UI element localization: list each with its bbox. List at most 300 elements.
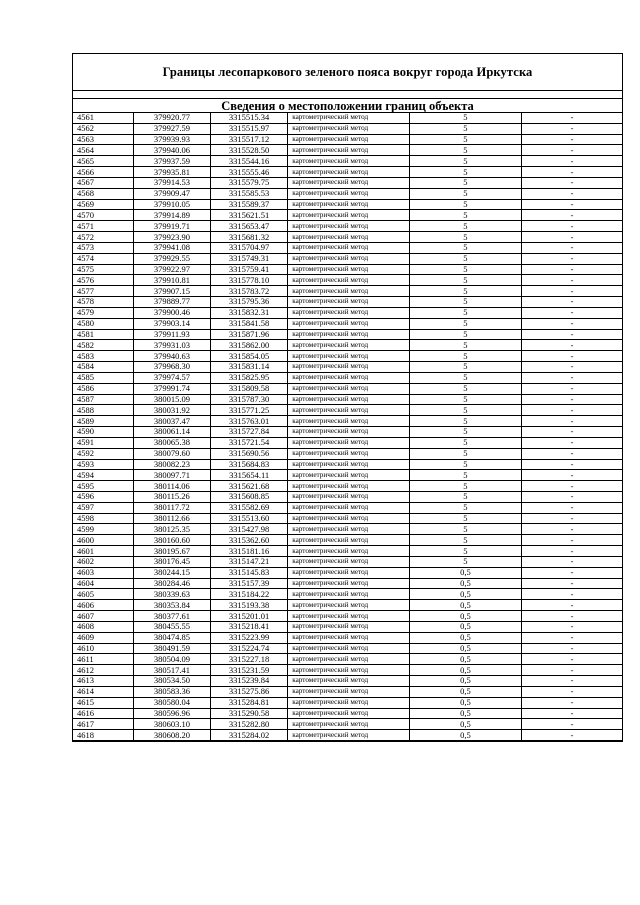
table-row bbox=[73, 546, 622, 557]
table-row bbox=[73, 307, 622, 318]
table-row bbox=[73, 676, 622, 687]
document-frame bbox=[72, 53, 623, 742]
description-cell: - bbox=[521, 567, 622, 578]
table-row bbox=[73, 221, 622, 232]
y-coordinate-cell: 3315778.10 bbox=[211, 275, 288, 286]
method-cell: картометрический метод bbox=[288, 221, 410, 232]
description-cell: - bbox=[521, 286, 622, 297]
table-row bbox=[73, 156, 622, 167]
method-cell: картометрический метод bbox=[288, 632, 410, 643]
accuracy-cell: 0,5 bbox=[409, 730, 521, 741]
description-cell: - bbox=[521, 210, 622, 221]
description-cell: - bbox=[521, 546, 622, 557]
method-cell: картометрический метод bbox=[288, 665, 410, 676]
x-coordinate-cell: 379911.93 bbox=[133, 329, 210, 340]
y-coordinate-cell: 3315831.14 bbox=[211, 362, 288, 373]
point-number-cell: 4572 bbox=[73, 232, 133, 243]
point-number-cell: 4594 bbox=[73, 470, 133, 481]
table-row bbox=[73, 697, 622, 708]
description-cell: - bbox=[521, 156, 622, 167]
x-coordinate-cell: 380603.10 bbox=[133, 719, 210, 730]
description-cell: - bbox=[521, 253, 622, 264]
y-coordinate-cell: 3315201.01 bbox=[211, 611, 288, 622]
accuracy-cell: 5 bbox=[409, 297, 521, 308]
table-row bbox=[73, 600, 622, 611]
table-row bbox=[73, 264, 622, 275]
x-coordinate-cell: 380117.72 bbox=[133, 502, 210, 513]
description-cell: - bbox=[521, 383, 622, 394]
y-coordinate-cell: 3315589.37 bbox=[211, 199, 288, 210]
description-cell: - bbox=[521, 611, 622, 622]
accuracy-cell: 0,5 bbox=[409, 643, 521, 654]
point-number-cell: 4567 bbox=[73, 177, 133, 188]
description-cell: - bbox=[521, 188, 622, 199]
method-cell: картометрический метод bbox=[288, 611, 410, 622]
accuracy-cell: 5 bbox=[409, 340, 521, 351]
description-cell: - bbox=[521, 643, 622, 654]
accuracy-cell: 5 bbox=[409, 351, 521, 362]
x-coordinate-cell: 380160.60 bbox=[133, 535, 210, 546]
x-coordinate-cell: 380114.06 bbox=[133, 481, 210, 492]
y-coordinate-cell: 3315704.97 bbox=[211, 242, 288, 253]
y-coordinate-cell: 3315749.31 bbox=[211, 253, 288, 264]
description-cell: - bbox=[521, 167, 622, 178]
accuracy-cell: 5 bbox=[409, 470, 521, 481]
x-coordinate-cell: 379935.81 bbox=[133, 167, 210, 178]
accuracy-cell: 5 bbox=[409, 210, 521, 221]
method-cell: картометрический метод bbox=[288, 546, 410, 557]
x-coordinate-cell: 380517.41 bbox=[133, 665, 210, 676]
y-coordinate-cell: 3315825.95 bbox=[211, 372, 288, 383]
description-cell: - bbox=[521, 221, 622, 232]
table-row bbox=[73, 416, 622, 427]
point-number-cell: 4596 bbox=[73, 491, 133, 502]
y-coordinate-cell: 3315854.05 bbox=[211, 351, 288, 362]
description-cell: - bbox=[521, 145, 622, 156]
description-cell: - bbox=[521, 470, 622, 481]
point-number-cell: 4588 bbox=[73, 405, 133, 416]
method-cell: картометрический метод bbox=[288, 156, 410, 167]
method-cell: картометрический метод bbox=[288, 232, 410, 243]
method-cell: картометрический метод bbox=[288, 145, 410, 156]
accuracy-cell: 5 bbox=[409, 502, 521, 513]
y-coordinate-cell: 3315783.72 bbox=[211, 286, 288, 297]
accuracy-cell: 5 bbox=[409, 535, 521, 546]
point-number-cell: 4563 bbox=[73, 134, 133, 145]
x-coordinate-cell: 380608.20 bbox=[133, 730, 210, 741]
x-coordinate-cell: 380065.38 bbox=[133, 437, 210, 448]
method-cell: картометрический метод bbox=[288, 654, 410, 665]
point-number-cell: 4561 bbox=[73, 113, 133, 123]
method-cell: картометрический метод bbox=[288, 199, 410, 210]
description-cell: - bbox=[521, 427, 622, 438]
description-cell: - bbox=[521, 405, 622, 416]
accuracy-cell: 5 bbox=[409, 394, 521, 405]
method-cell: картометрический метод bbox=[288, 427, 410, 438]
accuracy-cell: 5 bbox=[409, 329, 521, 340]
description-cell: - bbox=[521, 416, 622, 427]
method-cell: картометрический метод bbox=[288, 297, 410, 308]
method-cell: картометрический метод bbox=[288, 253, 410, 264]
point-number-cell: 4593 bbox=[73, 459, 133, 470]
description-cell: - bbox=[521, 242, 622, 253]
point-number-cell: 4578 bbox=[73, 297, 133, 308]
x-coordinate-cell: 380061.14 bbox=[133, 427, 210, 438]
accuracy-cell: 5 bbox=[409, 459, 521, 470]
table-row bbox=[73, 394, 622, 405]
y-coordinate-cell: 3315862.00 bbox=[211, 340, 288, 351]
table-row bbox=[73, 535, 622, 546]
point-number-cell: 4604 bbox=[73, 578, 133, 589]
description-cell: - bbox=[521, 275, 622, 286]
accuracy-cell: 0,5 bbox=[409, 654, 521, 665]
x-coordinate-cell: 379907.15 bbox=[133, 286, 210, 297]
x-coordinate-cell: 379923.90 bbox=[133, 232, 210, 243]
y-coordinate-cell: 3315181.16 bbox=[211, 546, 288, 557]
table-row bbox=[73, 242, 622, 253]
description-cell: - bbox=[521, 351, 622, 362]
point-number-cell: 4611 bbox=[73, 654, 133, 665]
point-number-cell: 4600 bbox=[73, 535, 133, 546]
point-number-cell: 4569 bbox=[73, 199, 133, 210]
y-coordinate-cell: 3315832.31 bbox=[211, 307, 288, 318]
method-cell: картометрический метод bbox=[288, 383, 410, 394]
method-cell: картометрический метод bbox=[288, 210, 410, 221]
x-coordinate-cell: 379889.77 bbox=[133, 297, 210, 308]
x-coordinate-cell: 379903.14 bbox=[133, 318, 210, 329]
y-coordinate-cell: 3315871.96 bbox=[211, 329, 288, 340]
table-row bbox=[73, 502, 622, 513]
y-coordinate-cell: 3315193.38 bbox=[211, 600, 288, 611]
x-coordinate-cell: 379900.46 bbox=[133, 307, 210, 318]
description-cell: - bbox=[521, 264, 622, 275]
table-row bbox=[73, 167, 622, 178]
point-number-cell: 4595 bbox=[73, 481, 133, 492]
accuracy-cell: 0,5 bbox=[409, 578, 521, 589]
description-cell: - bbox=[521, 394, 622, 405]
x-coordinate-cell: 380097.71 bbox=[133, 470, 210, 481]
point-number-cell: 4606 bbox=[73, 600, 133, 611]
description-cell: - bbox=[521, 502, 622, 513]
y-coordinate-cell: 3315184.22 bbox=[211, 589, 288, 600]
point-number-cell: 4597 bbox=[73, 502, 133, 513]
method-cell: картометрический метод bbox=[288, 730, 410, 741]
method-cell: картометрический метод bbox=[288, 708, 410, 719]
y-coordinate-cell: 3315582.69 bbox=[211, 502, 288, 513]
method-cell: картометрический метод bbox=[288, 697, 410, 708]
description-cell: - bbox=[521, 708, 622, 719]
x-coordinate-cell: 379914.53 bbox=[133, 177, 210, 188]
point-number-cell: 4613 bbox=[73, 676, 133, 687]
x-coordinate-cell: 380079.60 bbox=[133, 448, 210, 459]
method-cell: картометрический метод bbox=[288, 578, 410, 589]
y-coordinate-cell: 3315787.30 bbox=[211, 394, 288, 405]
accuracy-cell: 5 bbox=[409, 275, 521, 286]
point-number-cell: 4582 bbox=[73, 340, 133, 351]
y-coordinate-cell: 3315362.60 bbox=[211, 535, 288, 546]
description-cell: - bbox=[521, 730, 622, 741]
accuracy-cell: 5 bbox=[409, 362, 521, 373]
method-cell: картометрический метод bbox=[288, 470, 410, 481]
method-cell: картометрический метод bbox=[288, 481, 410, 492]
y-coordinate-cell: 3315218.41 bbox=[211, 621, 288, 632]
x-coordinate-cell: 380115.26 bbox=[133, 491, 210, 502]
accuracy-cell: 5 bbox=[409, 221, 521, 232]
accuracy-cell: 5 bbox=[409, 405, 521, 416]
accuracy-cell: 0,5 bbox=[409, 665, 521, 676]
accuracy-cell: 5 bbox=[409, 199, 521, 210]
accuracy-cell: 5 bbox=[409, 242, 521, 253]
point-number-cell: 4586 bbox=[73, 383, 133, 394]
description-cell: - bbox=[521, 621, 622, 632]
method-cell: картометрический метод bbox=[288, 286, 410, 297]
accuracy-cell: 0,5 bbox=[409, 632, 521, 643]
x-coordinate-cell: 380015.09 bbox=[133, 394, 210, 405]
method-cell: картометрический метод bbox=[288, 643, 410, 654]
accuracy-cell: 0,5 bbox=[409, 589, 521, 600]
x-coordinate-cell: 380596.96 bbox=[133, 708, 210, 719]
description-cell: - bbox=[521, 134, 622, 145]
point-number-cell: 4610 bbox=[73, 643, 133, 654]
description-cell: - bbox=[521, 491, 622, 502]
x-coordinate-cell: 380125.35 bbox=[133, 524, 210, 535]
table-row bbox=[73, 232, 622, 243]
point-number-cell: 4609 bbox=[73, 632, 133, 643]
point-number-cell: 4607 bbox=[73, 611, 133, 622]
table-row bbox=[73, 556, 622, 567]
point-number-cell: 4616 bbox=[73, 708, 133, 719]
x-coordinate-cell: 379937.59 bbox=[133, 156, 210, 167]
method-cell: картометрический метод bbox=[288, 123, 410, 134]
accuracy-cell: 5 bbox=[409, 427, 521, 438]
point-number-cell: 4592 bbox=[73, 448, 133, 459]
y-coordinate-cell: 3315528.50 bbox=[211, 145, 288, 156]
table-row bbox=[73, 113, 622, 123]
y-coordinate-cell: 3315515.97 bbox=[211, 123, 288, 134]
point-number-cell: 4575 bbox=[73, 264, 133, 275]
point-number-cell: 4598 bbox=[73, 513, 133, 524]
point-number-cell: 4564 bbox=[73, 145, 133, 156]
x-coordinate-cell: 379940.06 bbox=[133, 145, 210, 156]
section-heading: Сведения о местоположении границ объекта bbox=[73, 99, 622, 113]
table-row bbox=[73, 578, 622, 589]
y-coordinate-cell: 3315681.32 bbox=[211, 232, 288, 243]
method-cell: картометрический метод bbox=[288, 600, 410, 611]
x-coordinate-cell: 380284.46 bbox=[133, 578, 210, 589]
y-coordinate-cell: 3315608.85 bbox=[211, 491, 288, 502]
y-coordinate-cell: 3315795.36 bbox=[211, 297, 288, 308]
y-coordinate-cell: 3315654.11 bbox=[211, 470, 288, 481]
description-cell: - bbox=[521, 697, 622, 708]
accuracy-cell: 5 bbox=[409, 491, 521, 502]
description-cell: - bbox=[521, 113, 622, 123]
method-cell: картометрический метод bbox=[288, 134, 410, 145]
accuracy-cell: 5 bbox=[409, 416, 521, 427]
accuracy-cell: 5 bbox=[409, 372, 521, 383]
table-row bbox=[73, 372, 622, 383]
x-coordinate-cell: 379974.57 bbox=[133, 372, 210, 383]
accuracy-cell: 0,5 bbox=[409, 611, 521, 622]
point-number-cell: 4568 bbox=[73, 188, 133, 199]
x-coordinate-cell: 380176.45 bbox=[133, 556, 210, 567]
accuracy-cell: 5 bbox=[409, 156, 521, 167]
method-cell: картометрический метод bbox=[288, 264, 410, 275]
method-cell: картометрический метод bbox=[288, 113, 410, 123]
y-coordinate-cell: 3315157.39 bbox=[211, 578, 288, 589]
x-coordinate-cell: 379909.47 bbox=[133, 188, 210, 199]
y-coordinate-cell: 3315759.41 bbox=[211, 264, 288, 275]
table-row bbox=[73, 589, 622, 600]
table-row bbox=[73, 643, 622, 654]
x-coordinate-cell: 380377.61 bbox=[133, 611, 210, 622]
point-number-cell: 4599 bbox=[73, 524, 133, 535]
description-cell: - bbox=[521, 686, 622, 697]
y-coordinate-cell: 3315621.51 bbox=[211, 210, 288, 221]
method-cell: картометрический метод bbox=[288, 307, 410, 318]
x-coordinate-cell: 379919.71 bbox=[133, 221, 210, 232]
x-coordinate-cell: 380244.15 bbox=[133, 567, 210, 578]
method-cell: картометрический метод bbox=[288, 686, 410, 697]
table-row bbox=[73, 362, 622, 373]
table-row bbox=[73, 427, 622, 438]
accuracy-cell: 0,5 bbox=[409, 567, 521, 578]
y-coordinate-cell: 3315579.75 bbox=[211, 177, 288, 188]
description-cell: - bbox=[521, 578, 622, 589]
table-row bbox=[73, 297, 622, 308]
y-coordinate-cell: 3315653.47 bbox=[211, 221, 288, 232]
table-row bbox=[73, 199, 622, 210]
point-number-cell: 4574 bbox=[73, 253, 133, 264]
method-cell: картометрический метод bbox=[288, 351, 410, 362]
accuracy-cell: 5 bbox=[409, 481, 521, 492]
accuracy-cell: 5 bbox=[409, 123, 521, 134]
y-coordinate-cell: 3315684.83 bbox=[211, 459, 288, 470]
accuracy-cell: 5 bbox=[409, 383, 521, 394]
y-coordinate-cell: 3315427.98 bbox=[211, 524, 288, 535]
description-cell: - bbox=[521, 665, 622, 676]
accuracy-cell: 0,5 bbox=[409, 600, 521, 611]
table-row bbox=[73, 481, 622, 492]
x-coordinate-cell: 379914.89 bbox=[133, 210, 210, 221]
y-coordinate-cell: 3315513.60 bbox=[211, 513, 288, 524]
x-coordinate-cell: 380082.23 bbox=[133, 459, 210, 470]
table-row bbox=[73, 275, 622, 286]
point-number-cell: 4602 bbox=[73, 556, 133, 567]
table-row bbox=[73, 719, 622, 730]
point-number-cell: 4601 bbox=[73, 546, 133, 557]
point-number-cell: 4590 bbox=[73, 427, 133, 438]
point-number-cell: 4589 bbox=[73, 416, 133, 427]
method-cell: картометрический метод bbox=[288, 448, 410, 459]
method-cell: картометрический метод bbox=[288, 567, 410, 578]
method-cell: картометрический метод bbox=[288, 556, 410, 567]
y-coordinate-cell: 3315275.86 bbox=[211, 686, 288, 697]
method-cell: картометрический метод bbox=[288, 188, 410, 199]
method-cell: картометрический метод bbox=[288, 513, 410, 524]
point-number-cell: 4591 bbox=[73, 437, 133, 448]
y-coordinate-cell: 3315517.12 bbox=[211, 134, 288, 145]
table-row bbox=[73, 123, 622, 134]
spacer-row bbox=[73, 91, 622, 99]
description-cell: - bbox=[521, 199, 622, 210]
description-cell: - bbox=[521, 481, 622, 492]
method-cell: картометрический метод bbox=[288, 719, 410, 730]
point-number-cell: 4617 bbox=[73, 719, 133, 730]
method-cell: картометрический метод bbox=[288, 329, 410, 340]
method-cell: картометрический метод bbox=[288, 362, 410, 373]
method-cell: картометрический метод bbox=[288, 177, 410, 188]
description-cell: - bbox=[521, 535, 622, 546]
x-coordinate-cell: 379931.03 bbox=[133, 340, 210, 351]
point-number-cell: 4577 bbox=[73, 286, 133, 297]
method-cell: картометрический метод bbox=[288, 524, 410, 535]
accuracy-cell: 5 bbox=[409, 286, 521, 297]
table-row bbox=[73, 730, 622, 741]
x-coordinate-cell: 380474.85 bbox=[133, 632, 210, 643]
table-row bbox=[73, 188, 622, 199]
description-cell: - bbox=[521, 340, 622, 351]
x-coordinate-cell: 379939.93 bbox=[133, 134, 210, 145]
x-coordinate-cell: 379927.59 bbox=[133, 123, 210, 134]
accuracy-cell: 0,5 bbox=[409, 621, 521, 632]
x-coordinate-cell: 380583.36 bbox=[133, 686, 210, 697]
method-cell: картометрический метод bbox=[288, 589, 410, 600]
y-coordinate-cell: 3315841.58 bbox=[211, 318, 288, 329]
x-coordinate-cell: 380534.50 bbox=[133, 676, 210, 687]
point-number-cell: 4580 bbox=[73, 318, 133, 329]
description-cell: - bbox=[521, 307, 622, 318]
method-cell: картометрический метод bbox=[288, 405, 410, 416]
method-cell: картометрический метод bbox=[288, 318, 410, 329]
point-number-cell: 4585 bbox=[73, 372, 133, 383]
point-number-cell: 4573 bbox=[73, 242, 133, 253]
description-cell: - bbox=[521, 459, 622, 470]
method-cell: картометрический метод bbox=[288, 437, 410, 448]
accuracy-cell: 5 bbox=[409, 232, 521, 243]
point-number-cell: 4576 bbox=[73, 275, 133, 286]
point-number-cell: 4614 bbox=[73, 686, 133, 697]
table-row bbox=[73, 351, 622, 362]
coordinates-table bbox=[73, 113, 622, 741]
x-coordinate-cell: 379940.63 bbox=[133, 351, 210, 362]
x-coordinate-cell: 379922.97 bbox=[133, 264, 210, 275]
description-cell: - bbox=[521, 556, 622, 567]
y-coordinate-cell: 3315224.74 bbox=[211, 643, 288, 654]
y-coordinate-cell: 3315763.01 bbox=[211, 416, 288, 427]
method-cell: картометрический метод bbox=[288, 535, 410, 546]
description-cell: - bbox=[521, 329, 622, 340]
y-coordinate-cell: 3315721.54 bbox=[211, 437, 288, 448]
point-number-cell: 4570 bbox=[73, 210, 133, 221]
accuracy-cell: 5 bbox=[409, 546, 521, 557]
document-title: Границы лесопаркового зеленого пояса вокруг города Иркутска bbox=[73, 54, 622, 91]
method-cell: картометрический метод bbox=[288, 340, 410, 351]
point-number-cell: 4583 bbox=[73, 351, 133, 362]
method-cell: картометрический метод bbox=[288, 621, 410, 632]
point-number-cell: 4618 bbox=[73, 730, 133, 741]
point-number-cell: 4603 bbox=[73, 567, 133, 578]
x-coordinate-cell: 379920.77 bbox=[133, 113, 210, 123]
table-row bbox=[73, 437, 622, 448]
accuracy-cell: 5 bbox=[409, 145, 521, 156]
method-cell: картометрический метод bbox=[288, 491, 410, 502]
point-number-cell: 4565 bbox=[73, 156, 133, 167]
table-row bbox=[73, 286, 622, 297]
y-coordinate-cell: 3315555.46 bbox=[211, 167, 288, 178]
accuracy-cell: 5 bbox=[409, 167, 521, 178]
y-coordinate-cell: 3315282.80 bbox=[211, 719, 288, 730]
y-coordinate-cell: 3315809.58 bbox=[211, 383, 288, 394]
